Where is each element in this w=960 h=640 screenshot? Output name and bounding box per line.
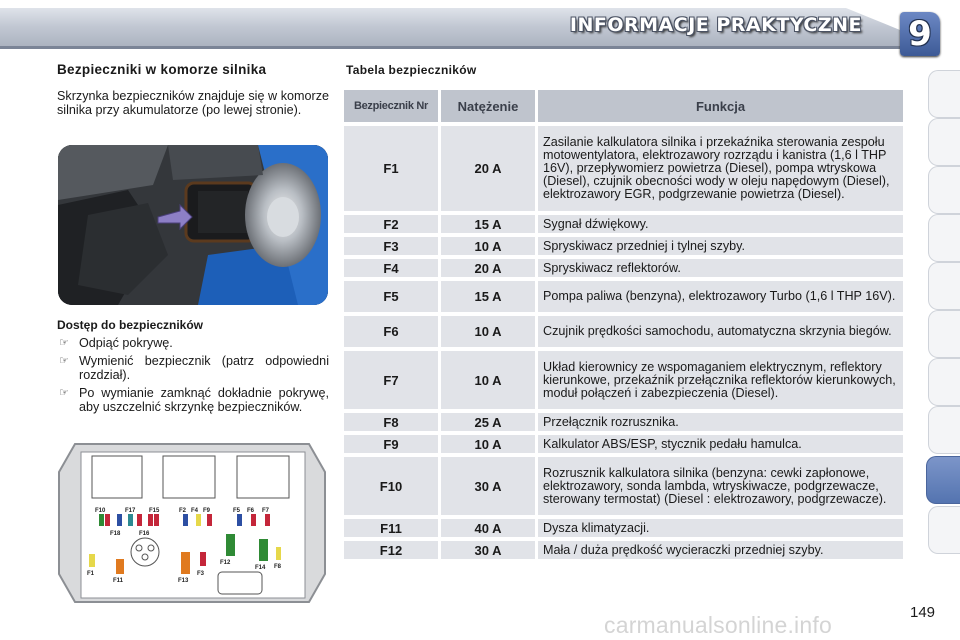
access-steps [57, 336, 329, 414]
fuse-label: F16 [139, 531, 150, 537]
current-cell: 10 A [441, 351, 535, 409]
table-row [344, 519, 903, 537]
list-item [57, 336, 329, 350]
arrow-bullet-icon: ☞ [59, 355, 69, 367]
current-cell: 15 A [441, 215, 535, 233]
function-cell: Pompa paliwa (benzyna), elektrozawory Turbo (1,6 l THP 16V). [538, 281, 903, 312]
left-column [57, 62, 329, 117]
function-cell: Spryskiwacz reflektorów. [538, 259, 903, 277]
arrow-bullet-icon: ☞ [59, 337, 69, 349]
table-row [344, 435, 903, 453]
table-title: Tabela bezpieczników [346, 63, 477, 77]
table-row [344, 281, 903, 312]
current-cell: 20 A [441, 126, 535, 211]
chapter-tab[interactable] [928, 214, 960, 262]
header-function: Funkcja [538, 90, 903, 122]
current-cell: 30 A [441, 457, 535, 515]
fuse-label: F5 [233, 508, 241, 514]
chapter-tab[interactable] [928, 70, 960, 118]
intro-paragraph: Skrzynka bezpieczników znajduje się w komorze silnika przy akumulatorze (po lewej stronie). [57, 89, 329, 117]
table-row [344, 413, 903, 431]
chapter-title: INFORMACJE PRAKTYCZNE [569, 14, 862, 36]
chapter-tab[interactable] [928, 406, 960, 454]
fuse-label: F8 [274, 564, 282, 570]
table-row [344, 126, 903, 211]
current-cell: 10 A [441, 435, 535, 453]
current-cell: 40 A [441, 519, 535, 537]
table-row [344, 237, 903, 255]
fuse-number-cell: F3 [344, 237, 438, 255]
current-cell: 10 A [441, 316, 535, 347]
function-cell: Spryskiwacz przedniej i tylnej szyby. [538, 237, 903, 255]
watermark: carmanualsonline.info [604, 612, 832, 638]
page-number: 149 [910, 604, 936, 621]
function-cell: Dysza klimatyzacji. [538, 519, 903, 537]
table-row [344, 351, 903, 409]
fuse-label: F6 [247, 508, 255, 514]
fuse-number-cell: F4 [344, 259, 438, 277]
chapter-tab[interactable] [928, 310, 960, 358]
fuse-number-cell: F12 [344, 541, 438, 559]
fuse-table [344, 90, 903, 559]
fuse-label: F10 [95, 508, 106, 514]
function-cell: Zasilanie kalkulatora silnika i przekaźnika sterowania zespołu motowentylatora, elektrozawory rozrządu i kanistra (1,6 l THP 16V), przepływomierz powietrza (Diesel), pompa wtryskowa (Diesel), czujnik obecności wody w oleju napędowym (Diesel), elektrozawory EGR, podgrzewanie powietrza (Diesel). [538, 126, 903, 211]
fuse-label: F7 [262, 508, 270, 514]
current-cell: 30 A [441, 541, 535, 559]
access-section [57, 318, 329, 418]
arrow-bullet-icon: ☞ [59, 387, 69, 399]
current-cell: 15 A [441, 281, 535, 312]
function-cell: Mała / duża prędkość wycieraczki przedniej szyby. [538, 541, 903, 559]
header-current: Natężenie [441, 90, 535, 122]
table-row [344, 457, 903, 515]
fuse-label: F18 [110, 531, 121, 537]
fuse-label: F4 [191, 508, 199, 514]
fuse-label: F9 [203, 508, 211, 514]
function-cell: Kalkulator ABS/ESP, stycznik pedału hamulca. [538, 435, 903, 453]
fuse-label: F13 [178, 578, 189, 584]
section-title: Bezpieczniki w komorze silnika [57, 62, 267, 77]
fuse-box-diagram [57, 442, 327, 604]
current-cell: 10 A [441, 237, 535, 255]
chapter-tabs [928, 70, 960, 590]
chapter-tab[interactable] [928, 262, 960, 310]
fuse-number-cell: F6 [344, 316, 438, 347]
chapter-tab[interactable] [928, 166, 960, 214]
table-row [344, 259, 903, 277]
chapter-number-badge [900, 12, 940, 56]
fuse-number-cell: F2 [344, 215, 438, 233]
function-cell: Układ kierownicy ze wspomaganiem elektrycznym, reflektory kierunkowe, przekaźnik przełącznika reflektorów kierunkowych, moduł połączeń i zabezpieczenia (Diesel). [538, 351, 903, 409]
chapter-tab[interactable] [928, 358, 960, 406]
function-cell: Sygnał dźwiękowy. [538, 215, 903, 233]
table-row [344, 215, 903, 233]
chapter-number: 9 [908, 14, 932, 54]
table-row [344, 316, 903, 347]
fuse-number-cell: F11 [344, 519, 438, 537]
current-cell: 20 A [441, 259, 535, 277]
fuse-label: F11 [113, 578, 124, 584]
engine-photo-illustration [58, 145, 328, 305]
header-stripe [0, 46, 900, 49]
fuse-box-illustration [57, 442, 327, 604]
list-item [57, 386, 329, 414]
page-header [0, 0, 960, 58]
header-fuse-number: Bezpiecznik Nr [344, 90, 438, 122]
list-item [57, 354, 329, 382]
chapter-tab[interactable] [928, 118, 960, 166]
fuse-label: F17 [125, 508, 136, 514]
fuse-label: F12 [220, 560, 231, 566]
fuse-number-cell: F9 [344, 435, 438, 453]
fuse-number-cell: F1 [344, 126, 438, 211]
fuse-number-cell: F10 [344, 457, 438, 515]
step-text: Wymienić bezpiecznik (patrz odpowiedni rozdział). [79, 354, 329, 382]
engine-compartment-photo [58, 145, 328, 305]
function-cell: Przełącznik rozrusznika. [538, 413, 903, 431]
current-cell: 25 A [441, 413, 535, 431]
fuse-label: F14 [255, 565, 266, 571]
fuse-number-cell: F5 [344, 281, 438, 312]
fuse-label: F15 [149, 508, 160, 514]
access-title: Dostęp do bezpieczników [57, 318, 204, 332]
fuse-number-cell: F8 [344, 413, 438, 431]
table-header-row [344, 90, 903, 122]
step-text: Odpiąć pokrywę. [79, 336, 173, 350]
fuse-label: F3 [197, 571, 205, 577]
fuse-label: F2 [179, 508, 187, 514]
step-text: Po wymianie zamknąć dokładnie pokrywę, aby uszczelnić skrzynkę bezpieczników. [79, 386, 329, 414]
chapter-tab[interactable] [928, 506, 960, 554]
chapter-tab-active[interactable] [926, 456, 960, 504]
function-cell: Czujnik prędkości samochodu, automatyczna skrzynia biegów. [538, 316, 903, 347]
table-row [344, 541, 903, 559]
fuse-number-cell: F7 [344, 351, 438, 409]
function-cell: Rozrusznik kalkulatora silnika (benzyna: cewki zapłonowe, elektrozawory, sonda lambda, wtryskiwacze, podgrzewacze, sterowany termostat) (Diesel : elektrozawory, podgrzewacze). [538, 457, 903, 515]
fuse-label: F1 [87, 571, 95, 577]
